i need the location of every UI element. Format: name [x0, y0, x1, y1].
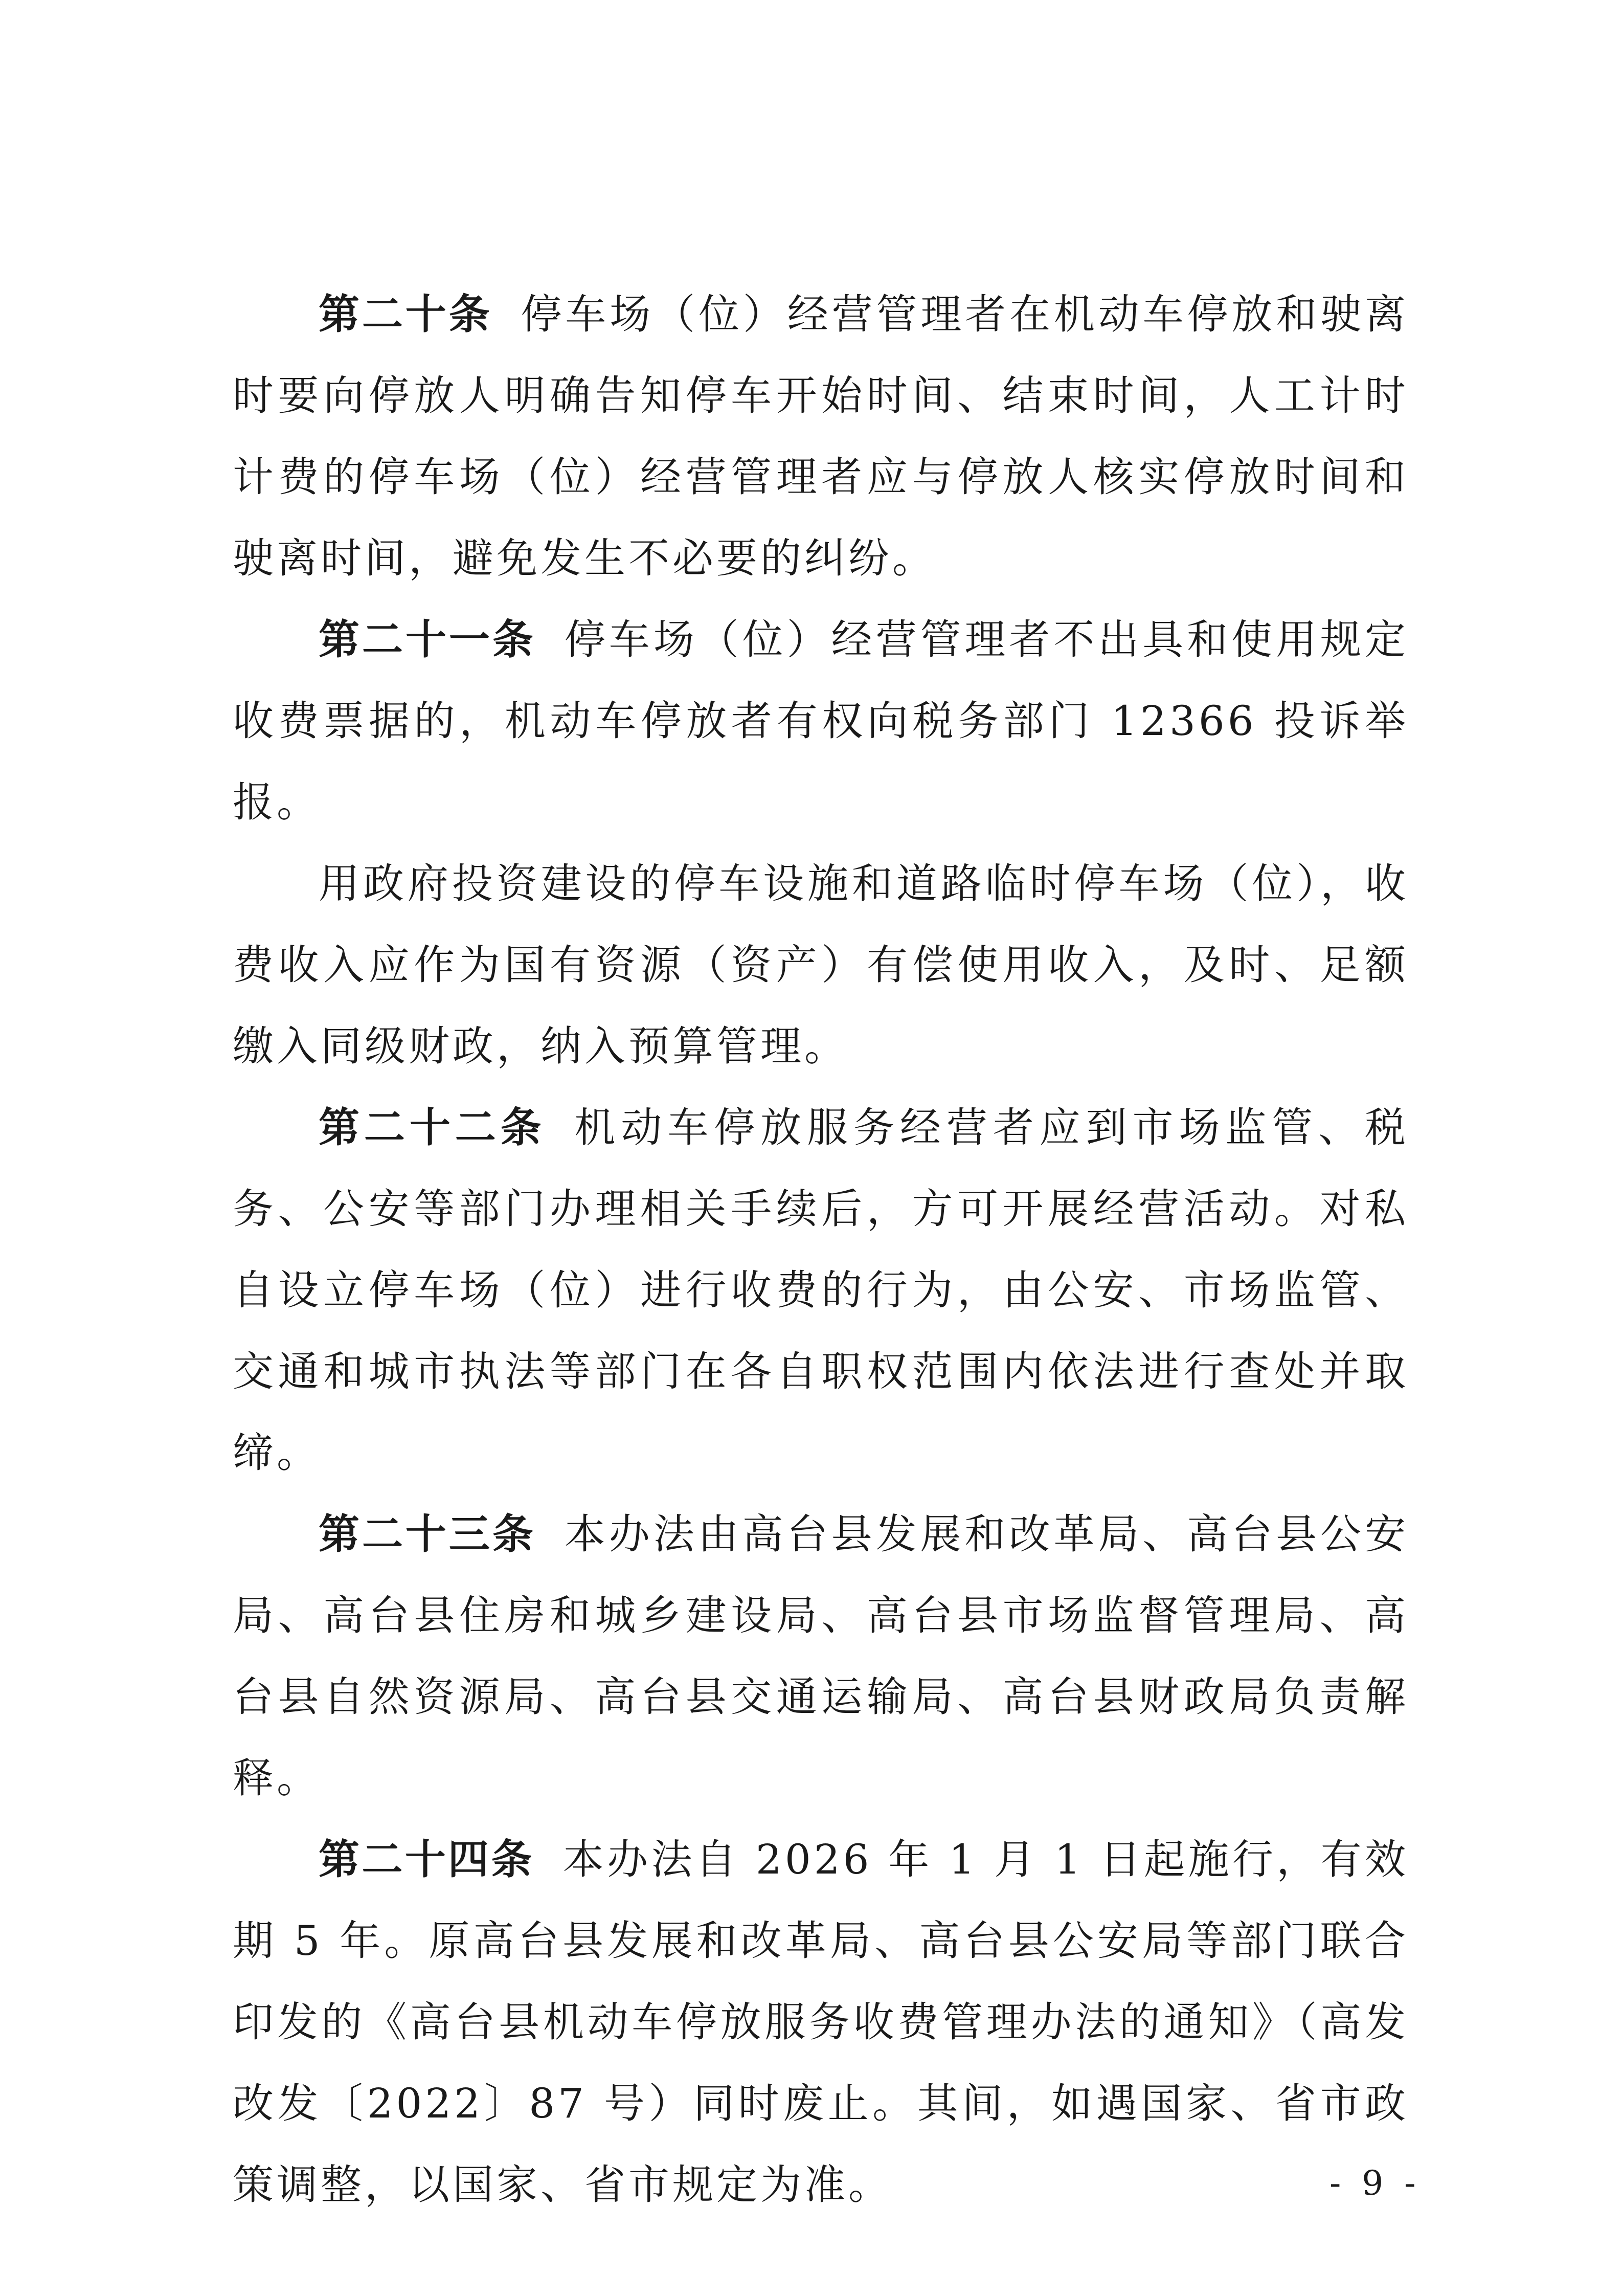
paragraph-article-21-continued	[233, 843, 1409, 1087]
paragraph-article-20	[233, 274, 1409, 599]
document-body	[233, 274, 1409, 2225]
article-heading: 第二十三条	[319, 1510, 536, 1558]
paragraph-text: 停车场（位）经营管理者在机动车停放和驶离时要向停放人明确告知停车开始时间、结束时间，人工计时计费的停车场（位）经营管理者应与停放人核实停放时间和驶离时间，避免发生不必要的纠纷。	[233, 291, 1409, 582]
paragraph-article-23	[233, 1493, 1409, 1819]
paragraph-text: 本办法由高台县发展和改革局、高台县公安局、高台县住房和城乡建设局、高台县市场监督管理局、高台县自然资源局、高台县交通运输局、高台县财政局负责解释。	[233, 1510, 1409, 1802]
page-number: - 9 -	[1329, 2164, 1421, 2203]
paragraph-text: 用政府投资建设的停车设施和道路临时停车场（位），收费收入应作为国有资源（资产）有偿使用收入，及时、足额缴入同级财政，纳入预算管理。	[233, 860, 1409, 1070]
article-heading: 第二十四条	[319, 1836, 534, 1883]
paragraph-article-22	[233, 1087, 1409, 1493]
article-heading: 第二十条	[319, 291, 492, 338]
paragraph-article-24	[233, 1819, 1409, 2225]
article-heading: 第二十二条	[319, 1104, 546, 1151]
article-heading: 第二十一条	[319, 616, 536, 663]
paragraph-text: 停车场（位）经营管理者不出具和使用规定收费票据的，机动车停放者有权向税务部门 12366 投诉举报。	[233, 616, 1409, 826]
paragraph-text: 机动车停放服务经营者应到市场监管、税务、公安等部门办理相关手续后，方可开展经营活动。对私自设立停车场（位）进行收费的行为，由公安、市场监管、交通和城市执法等部门在各自职权范围内依法进行查处并取缔。	[233, 1104, 1409, 1477]
paragraph-article-21	[233, 599, 1409, 843]
paragraph-text: 本办法自 2026 年 1 月 1 日起施行，有效期 5 年。原高台县发展和改革局、高台县公安局等部门联合印发的《高台县机动车停放服务收费管理办法的通知》（高发改发〔2022〕87 号）同时废止。其间，如遇国家、省市政策调整，以国家、省市规定为准。	[233, 1836, 1409, 2209]
